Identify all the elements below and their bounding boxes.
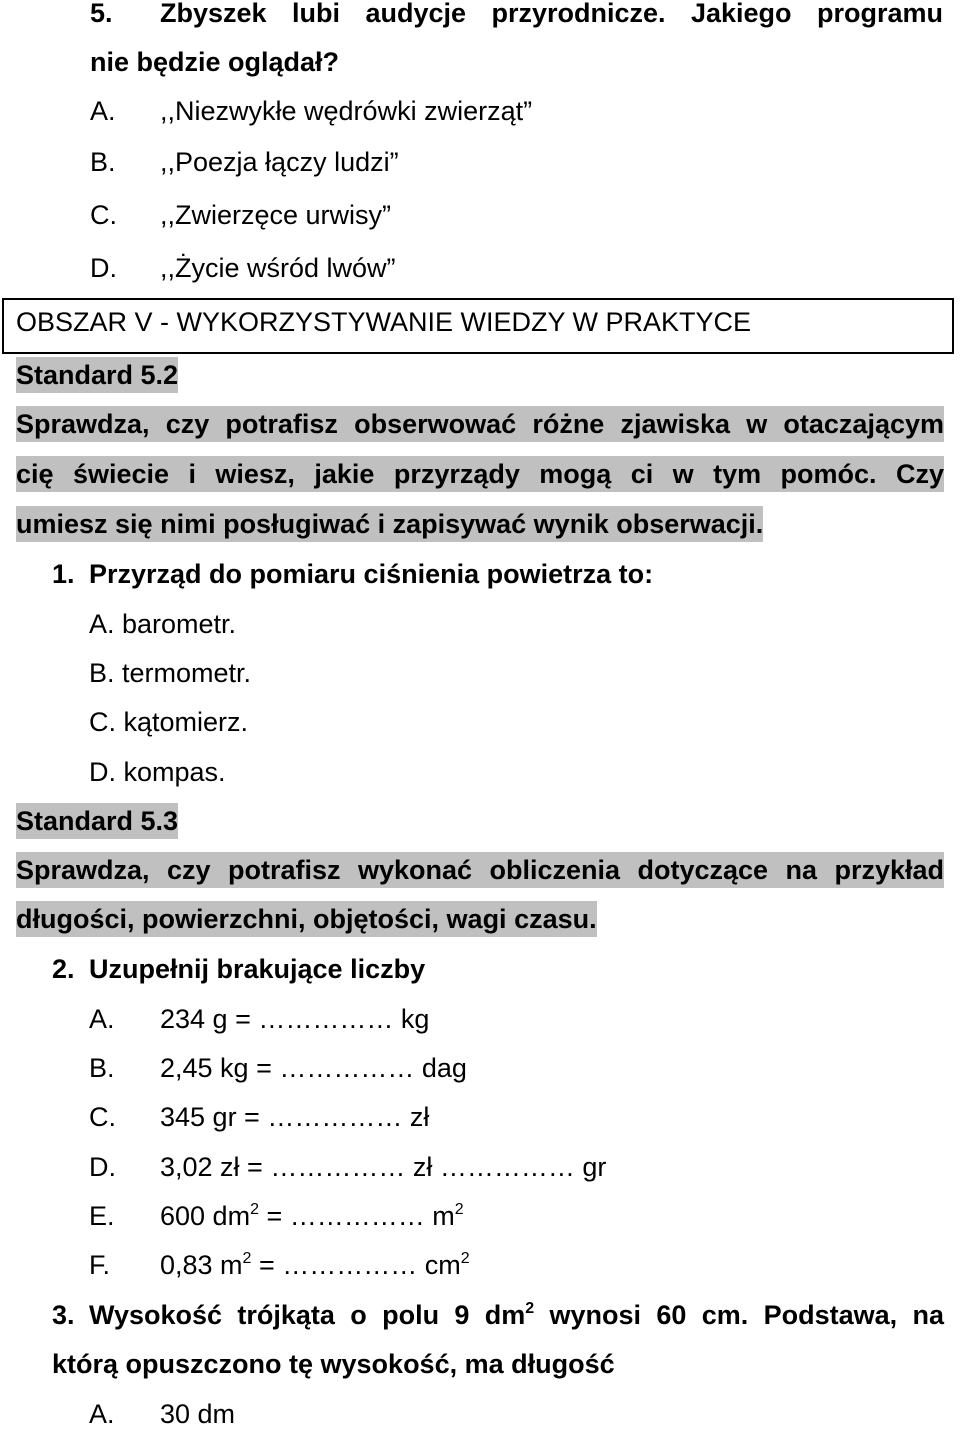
q3-option-a-letter: A. xyxy=(89,1399,115,1429)
q2-option-f-mid: = …………… cm xyxy=(251,1250,461,1280)
q1-number: 1. xyxy=(52,559,75,589)
q1-option-b: B. termometr. xyxy=(89,658,252,688)
standard-53-label: Standard 5.3 xyxy=(16,803,178,839)
q2-option-a-text: 234 g = …………… kg xyxy=(160,1004,430,1034)
standard-53-desc-line1 xyxy=(16,852,944,888)
q2-number: 2. xyxy=(52,954,75,984)
standard-52-desc-line1 xyxy=(16,406,944,442)
standard-52-desc-line3: umiesz się nimi posługiwać i zapisywać wynik obserwacji. xyxy=(16,506,763,542)
q1-option-d: D. kompas. xyxy=(89,757,226,787)
q2-option-e-sup1: 2 xyxy=(250,1201,259,1218)
q3-text-line1 xyxy=(89,1297,944,1333)
q5-option-a-text: ,,Niezwykłe wędrówki zwierząt” xyxy=(160,96,533,126)
standard-53-desc-line1-inner: Sprawdza, czy potrafisz wykonać obliczenia dotyczące na przykład xyxy=(16,852,944,888)
q1-option-c: C. kątomierz. xyxy=(89,707,249,737)
q3-text-line2: którą opuszczono tę wysokość, ma długość xyxy=(52,1349,615,1379)
q2-option-e-text xyxy=(160,1198,464,1234)
q1-text: Przyrząd do pomiaru ciśnienia powietrza to: xyxy=(89,559,654,589)
standard-52-desc-line2-inner: cię świecie i wiesz, jakie przyrządy mogą ci w tym pomóc. Czy xyxy=(16,456,944,492)
q3-sup: 2 xyxy=(525,1300,535,1317)
standard-52-desc-line1-inner: Sprawdza, czy potrafisz obserwować różne zjawiska w otaczającym xyxy=(16,406,944,442)
q2-option-d-letter: D. xyxy=(89,1152,116,1182)
q5-option-d-text: ,,Życie wśród lwów” xyxy=(160,253,396,283)
q5-option-a-letter: A. xyxy=(90,96,116,126)
q5-text-line2: nie będzie oglądał? xyxy=(90,47,340,77)
q2-option-a-letter: A. xyxy=(89,1004,115,1034)
q2-option-f-text xyxy=(160,1247,470,1283)
q5-text-line1 xyxy=(160,0,943,31)
q3-text-line1-inner xyxy=(89,1297,944,1333)
q2-option-e-pre: 600 dm xyxy=(160,1201,251,1231)
q3-number: 3. xyxy=(52,1300,75,1330)
q2-option-c-text: 345 gr = …………… zł xyxy=(160,1102,430,1132)
section-title: OBSZAR V - WYKORZYSTYWANIE WIEDZY W PRAKTYCE xyxy=(16,307,752,337)
q2-option-e-sup2: 2 xyxy=(454,1201,464,1218)
q2-text: Uzupełnij brakujące liczby xyxy=(89,954,426,984)
q2-option-b-letter: B. xyxy=(89,1053,115,1083)
q2-option-f-sup2: 2 xyxy=(460,1250,470,1267)
q2-option-f-sup1: 2 xyxy=(242,1250,252,1267)
q5-text-line1-inner: Zbyszek lubi audycje przyrodnicze. Jakiego programu xyxy=(160,0,943,28)
q5-option-c-text: ,,Zwierzęce urwisy” xyxy=(160,200,392,230)
q5-option-c-letter: C. xyxy=(90,200,117,230)
q2-option-f-pre: 0,83 m xyxy=(160,1250,243,1280)
q5-number: 5. xyxy=(90,0,113,28)
q2-option-f-letter: F. xyxy=(89,1250,111,1280)
q2-option-d-text: 3,02 zł = …………… zł …………… gr xyxy=(160,1152,607,1182)
q5-option-d-letter: D. xyxy=(90,253,117,283)
standard-52-label: Standard 5.2 xyxy=(16,357,178,393)
q2-option-c-letter: C. xyxy=(89,1102,116,1132)
standard-52-desc-line2 xyxy=(16,456,944,492)
standard-53-desc-line2: długości, powierzchni, objętości, wagi czasu. xyxy=(16,901,597,937)
q2-option-e-letter: E. xyxy=(89,1201,115,1231)
q3-post: wynosi 60 cm. Podstawa, na xyxy=(534,1300,944,1330)
q2-option-e-mid: = …………… m xyxy=(258,1201,455,1231)
q3-option-a-text: 30 dm xyxy=(160,1399,236,1429)
q5-option-b-text: ,,Poezja łączy ludzi” xyxy=(160,147,399,177)
q1-option-a: A. barometr. xyxy=(89,609,237,639)
q5-option-b-letter: B. xyxy=(90,147,116,177)
q3-pre: Wysokość trójkąta o polu 9 dm xyxy=(89,1300,526,1330)
q2-option-b-text: 2,45 kg = …………… dag xyxy=(160,1053,467,1083)
